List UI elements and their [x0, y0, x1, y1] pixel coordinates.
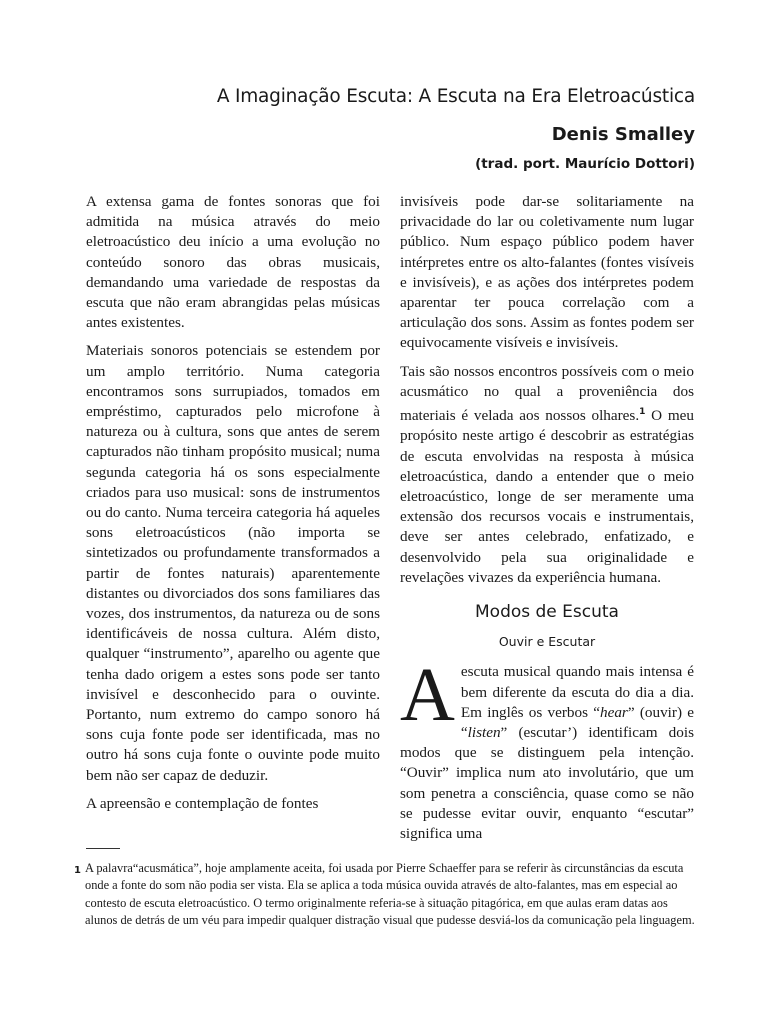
subsection-heading: Ouvir e Escutar [498, 634, 596, 650]
article-title: A Imaginação Escuta: A Escuta na Era Eletroacústica [216, 86, 695, 107]
paragraph-text: Tais são nossos encontros possíveis com o meio acusmático no qual a proveniência dos materiais é velada aos nossos olhares. [400, 362, 694, 425]
left-column [86, 192, 380, 822]
footnote-divider [86, 848, 120, 849]
paragraph [400, 362, 694, 588]
footnote-reference[interactable]: 1 [639, 407, 646, 418]
translator-credit: (trad. port. Maurício Dottori) [475, 156, 695, 172]
emphasis-listen: listen [467, 723, 501, 741]
emphasis-hear: hear [600, 703, 628, 721]
paragraph-text: escuta musical quando mais intensa é bem diferente da escuta do dia a dia. Em inglês os verbos “ [460, 663, 694, 721]
drop-cap: A [400, 653, 455, 738]
footnote-mark: 1 [74, 865, 81, 876]
paragraph-text: ” (ouvir) e “ [460, 703, 694, 741]
author-name: Denis Smalley [551, 124, 695, 145]
paragraph [400, 653, 694, 844]
paragraph-text: ” (escutar’) identificam dois modos que se distinguem pela intenção. “Ouvir” implica num ato involutário, que um som penetra a consciência, quase como se não se pudesse evitar ouvir, enquanto “escutar” significa uma [400, 723, 694, 842]
paragraph: A extensa gama de fontes sonoras que foi admitida na música através do meio eletroacústico deu início a uma evolução no conteúdo sonoro das obras musicais, demandando uma variedade de respostas da escuta que não eram abrangidas pelas músicas antes existentes. [86, 193, 380, 332]
right-column [400, 192, 694, 852]
section-heading: Modos de Escuta [475, 601, 619, 622]
paragraph-text: O meu propósito neste artigo é descobrir as estratégias de escuta envolvidas na resposta à música eletroacústica, dando a entender que o meio eletroacústico, longe de ser meramente uma extensão dos recursos vocais e instrumentais, deve ser antes celebrado, enfatizado, e desenvolvido pela sua originalidade e revelações vivazes da experiência humana. [400, 407, 694, 586]
footnote-text: A palavra“acusmática”, hoje amplamente aceita, foi usada por Pierre Schaeffer para se referir às circunstâncias da escuta onde a fonte do som não podia ser vista. Ela se aplica a toda música ouvida através de alto-falantes, mas em especial ao contesto de escuta eletroacústico. O termo originalmente referia-se à situação pitagórica, em que aulas eram datas aos alunos de detrás de um véu para impedir qualquer distração visual que pudesse desviá-los da comunicação pela linguagem. [85, 861, 695, 928]
paragraph: A apreensão e contemplação de fontes [86, 794, 319, 812]
paragraph: Materiais sonoros potenciais se estendem por um amplo território. Numa categoria encontramos sons surrupiados, tomados em empréstimo, capturados pelo microfone à natureza ou à cultura, sons que antes de serem capturados não tinham propósito musical; numa segunda categoria há os sons especialmente criados para uso musical: sons de instrumentos ou do canto. Numa terceira categoria há aqueles sons eletroacústicos (não importa se sintetizados ou profundamente transformados a partir de fontes naturais) aparentemente distantes ou divorciados dos sons familiares das vozes, dos instrumentos, da natureza ou de sons identificáveis de nossa cultura. Além disto, qualquer “instrumento”, aparelho ou agente que tenha dado origem a estes sons pode ser tanto invisível e desconhecido para o ouvinte. Portanto, num extremo do campo sonoro há sons cuja fonte pode ser identificada, mas no outro há sons cuja fonte o ouvinte pode muito bem não ser capaz de deduzir. [86, 342, 380, 784]
paragraph: invisíveis pode dar-se solitariamente na privacidade do lar ou coletivamente num lugar público. Num espaço público podem haver intérpretes entre os alto-falantes (fontes visíveis e invisíveis), e as ações dos intérpretes podem aparentar ter pouca correlação com a articulação dos sons. Assim as fontes podem ser equivocamente visíveis e invisíveis. [400, 193, 694, 352]
footnote [74, 860, 696, 930]
